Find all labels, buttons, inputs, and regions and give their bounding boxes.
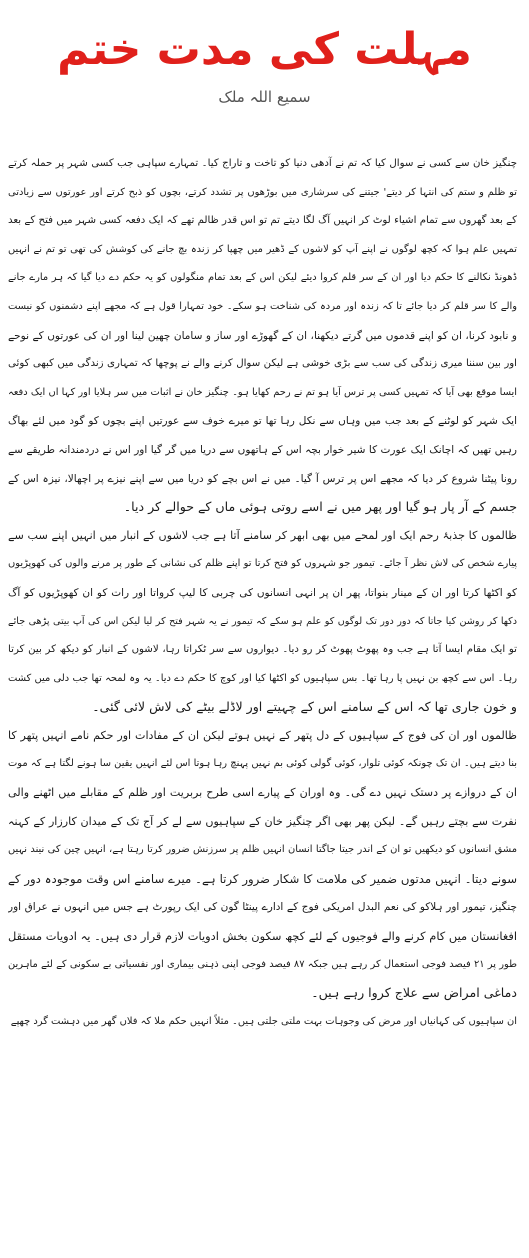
text-line: چنگیز، تیمور اور ہلاکو کی نعم البدل امریکی فوج کے ادارے پینٹا گون کی ایک رپورٹ ہے جس میں انہوں نے عراق اور [8, 901, 517, 914]
text-line: نفرت سے بچتے رہیں گے۔ لیکن پھر بھی اگر چنگیز خان کے سپاہیوں سے لے کر آج تک کے میدان کارزار کے کہنہ [8, 814, 517, 828]
text-line: پیارے شخص کی لاش نظر آ جائے۔ تیمور جو شہروں کو فتح کرتا تو اپنے ظلم کی نشانی کے طور پر مرنے والوں کی کھوپڑیوں [8, 558, 517, 570]
text-line: سونے دیتا۔ انہیں مدتوں ضمیر کی ملامت کا شکار ضرور کرتا ہے۔ میرے سامنے اس وقت موجودہ دور کے [8, 871, 517, 886]
text-line: رہیں تھیں کہ اچانک ایک عورت کا شیر خوار بچہ اس کے ہاتھوں سے دریا میں گر گیا اور اس نے دردمندانہ طریقے سے [8, 443, 517, 456]
article-body [8, 150, 517, 1036]
text-line: ظالموں اور ان کی فوج کے سپاہیوں کے دل پتھر کے نہیں ہوتے لیکن ان کے مفادات اور حکم نامے انہیں پتھر کا [8, 728, 517, 742]
text-line: ایک شہر کو لوٹنے کے بعد جب میں وہاں سے نکل رہا تھا تو میرے خوف سے عورتیں اپنے بچوں کو گود میں لئے بھاگ [8, 415, 517, 428]
article-paragraph [8, 150, 517, 522]
article-paragraph [8, 1008, 517, 1037]
text-line: تو ظلم و ستم کی انتہا کر دیتے' جیتنے کی سرشاری میں بوڑھوں پر تشدد کرتے، بچوں کو ذبح کرتے اور عورتوں سے زیادتی [8, 186, 517, 198]
text-line: جسم کے آر پار ہو گیا اور پھر میں نے اسے روتی ہوئی ماں کے حوالے کر دیا۔ [123, 499, 517, 515]
text-line: و خون جاری تھا کہ اس کے سامنے اس کے چہیتے اور لاڈلے بیٹے کی لاش لائی گئی۔ [92, 699, 517, 715]
text-line: چنگیز خان سے کسی نے سوال کیا کہ تم نے آدھی دنیا کو تاخت و تاراج کیا۔ تمہارے سپاہی جب کسی شہر پر حملہ کرتے [8, 158, 517, 169]
text-line: ظالموں کا جذبۂ رحم ایک اور لمحے میں بھی ابھر کر سامنے آتا ہے جب لاشوں کے انبار میں انہیں اپنے سب سے [8, 528, 517, 542]
text-line: ان سپاہیوں کی کہانیاں اور مرض کی وجوہات بہت ملتی جلتی ہیں۔ مثلاً انہیں حکم ملا کہ فلاں گھر میں دہشت گرد چھپے [10, 1015, 517, 1027]
text-line: اور بین سننا میری زندگی کی سب سے بڑی خوشی ہے لیکن سوال کرنے والے نے پوچھا کہ تمہاری زندگی میں کبھی کوئی [8, 358, 517, 370]
article-paragraph [8, 722, 517, 1008]
text-line: طور پر ۲۱ فیصد فوجی استعمال کر رہے ہیں جبکہ ۸۷ فیصد فوجی اپنی ذہنی بیماری اور نفسیاتی بے سکونی کے لئے ماہرین [8, 958, 517, 970]
article-title: مہلت کی مدت ختم [57, 24, 472, 75]
text-line: تو ایک مقام ایسا آتا ہے جب وہ پھوٹ پھوٹ کر رو دیا۔ دیواروں سے سر ٹکراتا رہا، لاشوں کے انبار کو دیکھ کر بین کرتا [8, 644, 517, 656]
text-line: ڈھونڈ نکالنے کا حکم دیا اور ان کے سر قلم کروا دیئے لیکن اس کے بعد تمام منگولوں کو یہ حکم دے دیا گیا کہ ہر مارے جانے [8, 272, 517, 284]
text-line: ان کے دروازے پر دستک نہیں دے گی۔ وہ اوران کے پیارے اسی طرح بربریت اور ظلم کے مقابلے میں اٹھنے والی [8, 786, 517, 800]
text-line: مشق انسانوں کو دیکھیں تو ان کے اندر جیتا جاگتا انسان انہیں ظلم پر سرزنش ضرور کرتا رہتا ہے، انہیں چین کی نیند نہیں [8, 844, 517, 856]
text-line: و نابود کرنا، ان کو اپنے قدموں میں گرتے دیکھنا، ان کے گھوڑے اور ساز و سامان چھین لینا اور ان کی عورتوں کے نوحے [8, 329, 517, 342]
text-line: کو اکٹھا کرتا اور ان کے مینار بنواتا، پھر ان پر انہی انسانوں کی چربی کا لیپ کرواتا اور رات کو ان کھوپڑیوں کو آگ [8, 586, 517, 599]
text-line: کے بعد گھروں سے تمام اشیاء لوٹ کر انہیں آگ لگا دیتے تم تو اس قدر ظالم تھے کہ ایک دفعہ کسی شہر میں فتح کے بعد [8, 215, 517, 227]
author-byline: سمیع اللہ ملک [218, 88, 311, 106]
text-line: افغانستان میں کام کرنے والے فوجیوں کے لئے کچھ سکون بخش ادویات لازم قرار دی ہیں۔ یہ ادویات مستقل [8, 929, 517, 944]
text-line: بنا دیتے ہیں۔ ان تک چونکہ کوئی تلوار، کوئی گولی کوئی بم نہیں پہنچ رہا ہوتا اس لئے انہیں یقین سا ہونے لگتا ہے کہ موت [8, 758, 517, 770]
article-paragraph [8, 522, 517, 722]
text-line: رونا پیٹنا شروع کر دیا کہ مجھے اس پر ترس آ گیا۔ میں نے اس بچے کو دریا میں سے اپنے نیزے پر اچھالا، نیزہ اس کے [8, 472, 517, 485]
text-line: والے کا سر قلم کر دیا جائے تا کہ زندہ اور مردہ کی شناخت ہو سکے۔ خود تمہارا قول ہے کہ مجھے اپنے دشمنوں کو نیست [8, 300, 517, 312]
text-line: دماغی امراض سے علاج کروا رہے ہیں۔ [311, 985, 517, 1001]
text-line: تمہیں علم ہوا کہ کچھ لوگوں نے اپنے آپ کو لاشوں کے ڈھیر میں چھپا کر زندہ بچ جانے کی کوشش کی تھی تو تم نے انہیں [8, 243, 517, 255]
text-line: دکھا کر روشن کیا جاتا کہ دور دور تک لوگوں کو علم ہو سکے کہ تیمور نے یہ شہر فتح کر لیا لیکن اس کی آپ بیتی پڑھی جائے [8, 615, 517, 627]
text-line: ایسا موقع بھی آیا کہ تمہیں کسی پر ترس آیا ہو تم نے رحم کھایا ہو۔ چنگیز خان نے اثبات میں سر ہلایا اور کہا اں ایک دفعہ [8, 386, 517, 398]
text-line: رہا۔ اس سے کچھ بن نہیں پا رہا تھا۔ بس سپاہیوں کو اکٹھا کیا اور کوچ کا حکم دے دیا۔ یہ وہ لمحہ تھا جب دلی میں کشت [8, 672, 517, 684]
